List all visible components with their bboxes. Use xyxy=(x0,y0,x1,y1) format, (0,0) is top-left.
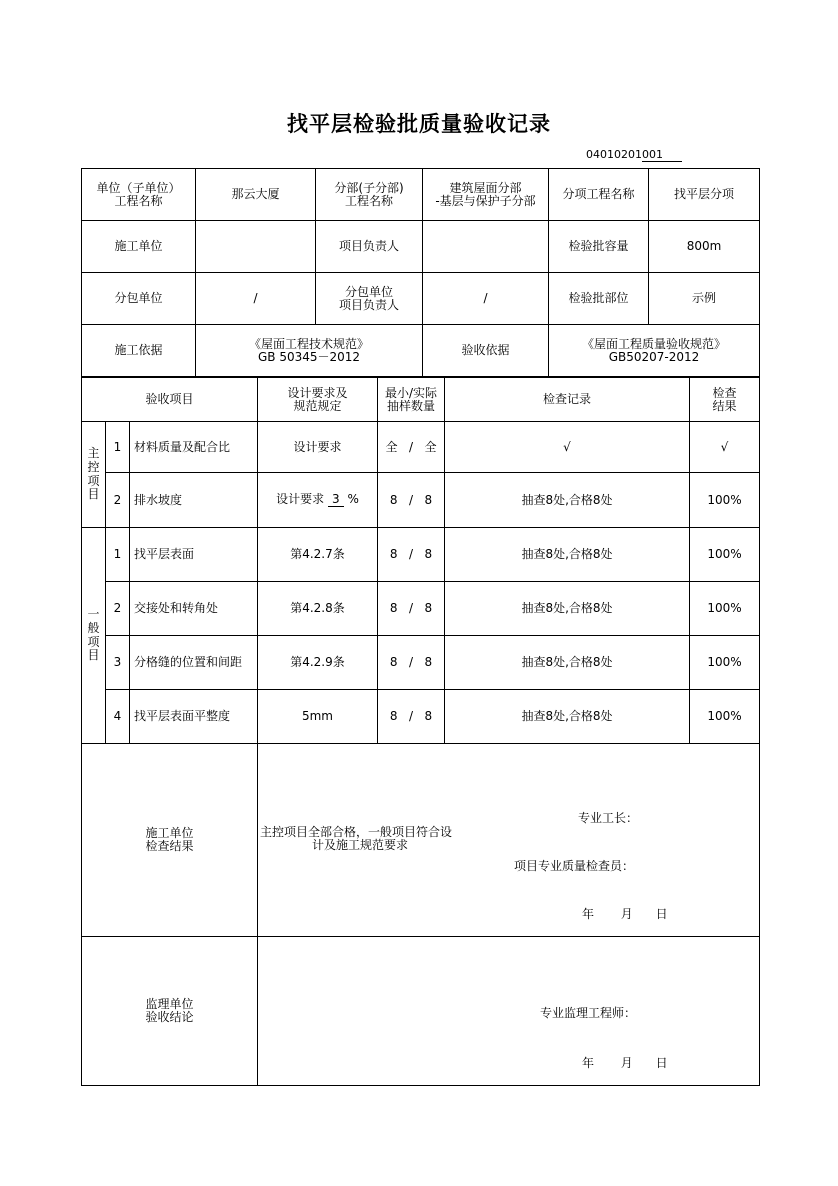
location-value: 示例 xyxy=(649,273,760,325)
general-item-no: 1 xyxy=(106,528,130,582)
part-value: 建筑屋面分部 -基层与保护子分部 xyxy=(423,169,549,221)
pm-value xyxy=(423,221,549,273)
general-item-req: 第4.2.7条 xyxy=(258,528,378,582)
constructor-value xyxy=(196,221,316,273)
general-item-sample: 8 / 8 xyxy=(378,582,445,636)
general-item-result: 100% xyxy=(690,690,760,744)
general-item-no: 4 xyxy=(106,690,130,744)
general-item-req: 第4.2.9条 xyxy=(258,636,378,690)
part-label: 分部(子分部) 工程名称 xyxy=(316,169,423,221)
main-item-sample: 全 / 全 xyxy=(378,422,445,473)
col-sample: 最小/实际 抽样数量 xyxy=(378,378,445,422)
col-req: 设计要求及 规范规定 xyxy=(258,378,378,422)
general-item-req: 第4.2.8条 xyxy=(258,582,378,636)
general-item-result: 100% xyxy=(690,528,760,582)
basis-value: 《屋面工程技术规范》 GB 50345－2012 xyxy=(196,325,423,377)
general-item-name: 找平层表面平整度 xyxy=(130,690,258,744)
general-item-result: 100% xyxy=(690,636,760,690)
general-item-sample: 8 / 8 xyxy=(378,636,445,690)
general-item-req: 5mm xyxy=(258,690,378,744)
page-title: 找平层检验批质量验收记录 xyxy=(287,111,551,136)
general-item-sample: 8 / 8 xyxy=(378,690,445,744)
main-item-record: √ xyxy=(445,422,690,473)
location-label: 检验批部位 xyxy=(549,273,649,325)
construction-conclusion: 主控项目全部合格，一般项目符合设 计及施工规范要求 xyxy=(260,825,453,853)
capacity-label: 检验批容量 xyxy=(549,221,649,273)
general-item-record: 抽查8处,合格8处 xyxy=(445,528,690,582)
pm-label: 项目负责人 xyxy=(316,221,423,273)
general-item-name: 找平层表面 xyxy=(130,528,258,582)
col-result: 检查 结果 xyxy=(690,378,760,422)
main-item-no: 1 xyxy=(106,422,130,473)
accept-value: 《屋面工程质量验收规范》 GB50207-2012 xyxy=(549,325,760,377)
general-item-name: 交接处和转角处 xyxy=(130,582,258,636)
unit-value: 那云大厦 xyxy=(196,169,316,221)
record-code xyxy=(586,148,682,162)
main-item-record: 抽查8处,合格8处 xyxy=(445,473,690,528)
general-item-name: 分格缝的位置和间距 xyxy=(130,636,258,690)
item-label: 分项工程名称 xyxy=(549,169,649,221)
col-item: 验收项目 xyxy=(82,378,258,422)
supervision-label: 监理单位 验收结论 xyxy=(82,937,258,1086)
main-item-name: 排水坡度 xyxy=(130,473,258,528)
slope-value: 3 xyxy=(328,493,344,507)
sub-pm-value: / xyxy=(423,273,549,325)
main-item-name: 材料质量及配合比 xyxy=(130,422,258,473)
supervision-engineer-signature: 专业监理工程师： xyxy=(540,1006,637,1020)
general-group-label: 一 般 项 目 xyxy=(82,528,106,744)
constructor-label: 施工单位 xyxy=(82,221,196,273)
accept-label: 验收依据 xyxy=(423,325,549,377)
col-record: 检查记录 xyxy=(445,378,690,422)
main-item-req: 设计要求 xyxy=(258,422,378,473)
supervision-date: 年 月 日 xyxy=(582,1056,668,1070)
main-item-result: 100% xyxy=(690,473,760,528)
items-table xyxy=(81,377,760,1086)
general-item-record: 抽查8处,合格8处 xyxy=(445,690,690,744)
general-item-no: 3 xyxy=(106,636,130,690)
sub-label: 分包单位 xyxy=(82,273,196,325)
sub-pm-label: 分包单位 项目负责人 xyxy=(316,273,423,325)
inspector-signature: 项目专业质量检查员： xyxy=(514,859,635,873)
header-table xyxy=(81,168,760,377)
sub-value: / xyxy=(196,273,316,325)
general-item-record: 抽查8处,合格8处 xyxy=(445,582,690,636)
main-item-sample: 8 / 8 xyxy=(378,473,445,528)
main-item-result: √ xyxy=(690,422,760,473)
construction-check-label: 施工单位 检查结果 xyxy=(82,744,258,937)
supervision-area xyxy=(258,937,760,1086)
item-value: 找平层分项 xyxy=(649,169,760,221)
capacity-value: 800m xyxy=(649,221,760,273)
foreman-signature: 专业工长： xyxy=(578,811,639,825)
main-item-req: 设计要求 3 % xyxy=(258,473,378,528)
general-item-record: 抽查8处,合格8处 xyxy=(445,636,690,690)
main-group-label: 主 控 项 目 xyxy=(82,422,106,528)
general-item-result: 100% xyxy=(690,582,760,636)
basis-label: 施工依据 xyxy=(82,325,196,377)
unit-label: 单位（子单位） 工程名称 xyxy=(82,169,196,221)
general-item-sample: 8 / 8 xyxy=(378,528,445,582)
general-item-no: 2 xyxy=(106,582,130,636)
record-code-main: 04010201 xyxy=(586,148,642,161)
main-item-no: 2 xyxy=(106,473,130,528)
record-code-suffix: 001 xyxy=(642,148,682,162)
construction-date: 年 月 日 xyxy=(582,907,668,921)
